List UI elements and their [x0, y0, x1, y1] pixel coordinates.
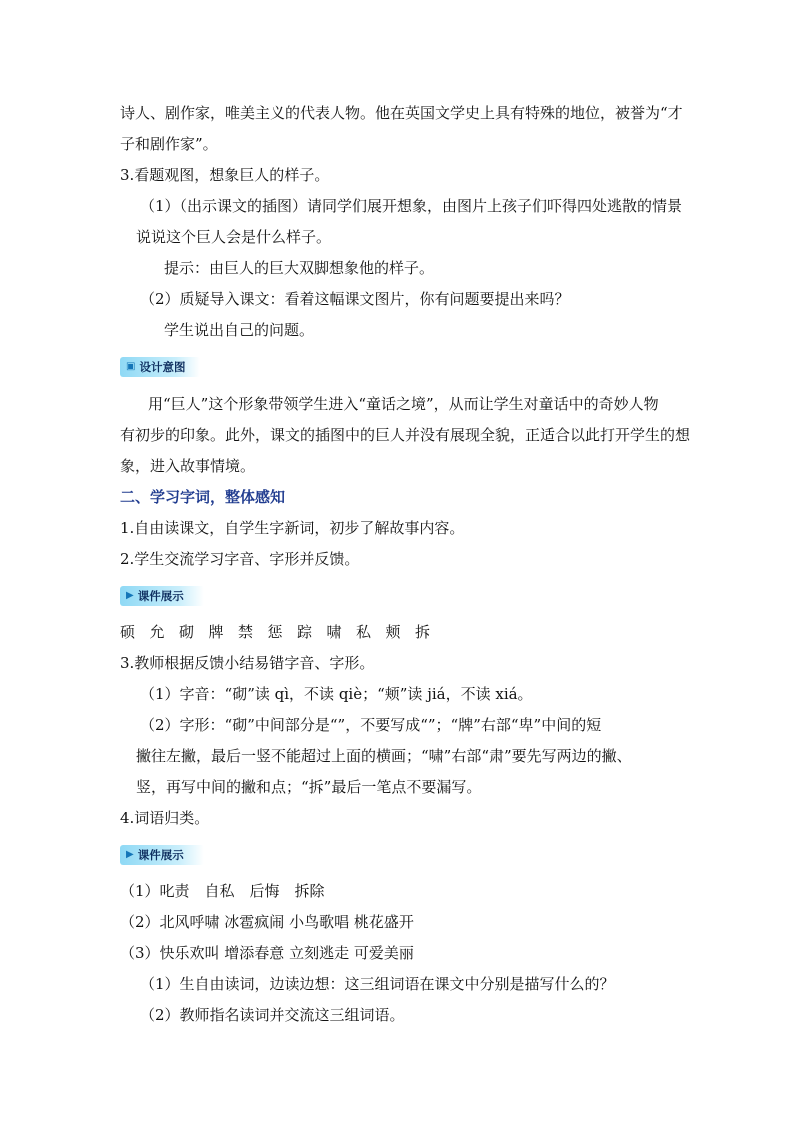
hint-line: 提示：由巨人的巨大双脚想象他的样子。 [164, 259, 435, 277]
play-triangle-icon: ▶ [126, 849, 134, 860]
body-text-line: （1）生自由读词，边读边想：这三组词语在课文中分别是描写什么的？ [140, 975, 615, 993]
body-text-line: （1）字音：“砌”读 qì，不读 qiè；“颊”读 jiá，不读 xiá。 [140, 685, 533, 703]
body-text-line: 子和剧作家”。 [120, 135, 218, 153]
clipboard-icon: ▣ [126, 361, 136, 372]
body-text-line: 4.词语归类。 [120, 809, 210, 827]
body-text-line: 有初步的印象。此外，课文的插图中的巨人并没有展现全貌，正适合以此打开学生的想 [120, 426, 691, 444]
courseware-tag [120, 845, 204, 865]
tag-label: 课件展示 [137, 848, 184, 862]
body-text-line: 3.看题观图，想象巨人的样子。 [120, 166, 330, 184]
word-group: （2）北风呼啸 冰雹疯闹 小鸟歌唱 桃花盛开 [120, 913, 414, 931]
body-text-line: 象，进入故事情境。 [120, 457, 256, 475]
body-text-line: 3.教师根据反馈小结易错字音、字形。 [120, 654, 375, 672]
body-text-line: 2.学生交流学习字音、字形并反馈。 [120, 550, 360, 568]
section-heading: 二、学习字词，整体感知 [120, 488, 286, 506]
body-text-line: （2）字形：“砌”中间部分是“”，不要写成“”；“牌”右部“卑”中间的短 [140, 716, 602, 734]
play-triangle-icon: ▶ [126, 590, 134, 601]
word-group: （3）快乐欢叫 增添春意 立刻逃走 可爱美丽 [120, 944, 414, 962]
body-text-line: （2）教师指名读词并交流这三组词语。 [140, 1006, 405, 1024]
body-text-line: 撇往左撇，最后一竖不能超过上面的横画；“啸”右部“肃”要先写两边的撇、 [136, 747, 632, 765]
word-group: （1）叱责 自私 后悔 拆除 [120, 882, 325, 900]
body-text-line: 学生说出自己的问题。 [164, 321, 315, 339]
courseware-tag [120, 586, 204, 606]
body-text-line: （2）质疑导入课文：看着这幅课文图片，你有问题要提出来吗？ [140, 290, 570, 308]
character-list: 硕允砌牌禁惩踪啸私颊拆 [120, 623, 445, 641]
tag-label: 设计意图 [139, 360, 186, 374]
body-text-line: 说说这个巨人会是什么样子。 [136, 228, 332, 246]
body-text-line: （1）（出示课文的插图）请同学们展开想象，由图片上孩子们吓得四处逃散的情景 [140, 197, 683, 215]
tag-label: 课件展示 [137, 589, 184, 603]
design-intent-tag [120, 357, 200, 377]
body-text-line: 用“巨人”这个形象带领学生进入“童话之境”，从而让学生对童话中的奇妙人物 [148, 395, 659, 413]
body-text-line: 1.自由读课文，自学生字新词，初步了解故事内容。 [120, 519, 465, 537]
body-text-line: 竖，再写中间的撇和点；“拆”最后一笔点不要漏写。 [136, 778, 482, 796]
body-text-line: 诗人、剧作家，唯美主义的代表人物。他在英国文学史上具有特殊的地位，被誉为“才 [120, 104, 683, 122]
